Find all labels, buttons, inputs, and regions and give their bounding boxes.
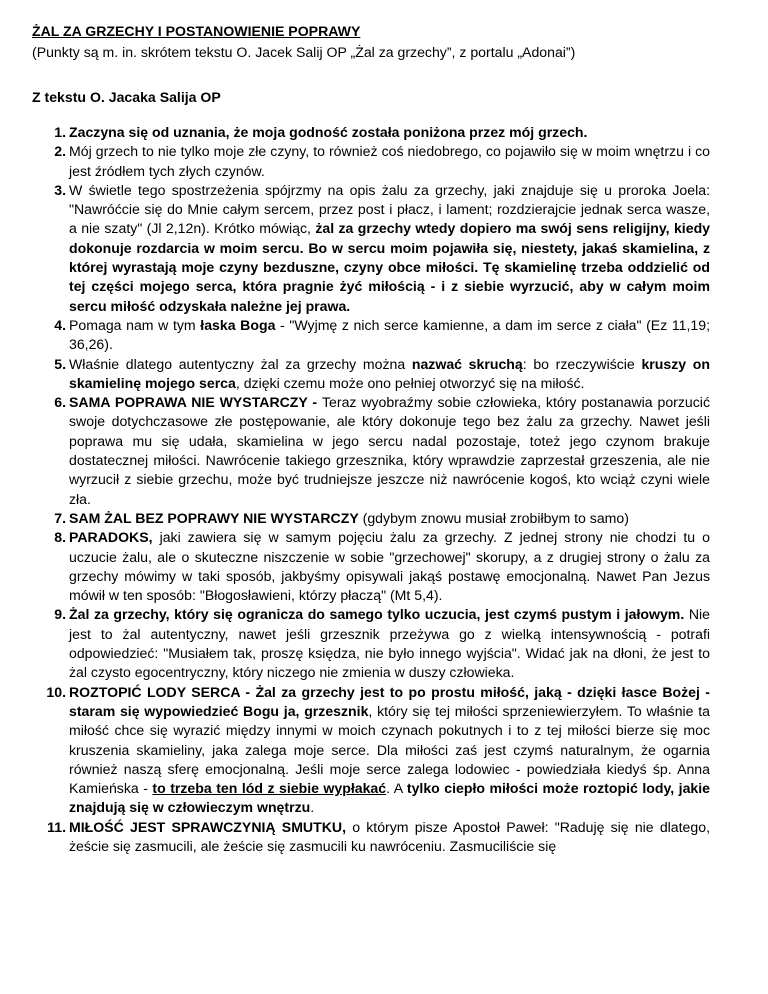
list-item: [32, 181, 710, 316]
text-segment: , który się tej miłości sprzeniewierzyłem. To właśnie ta miłość chce się wyrazić między innymi w moich czynach pokutnych i to z tej miłości bierze się moc kruszenia skamieliny, jaka zalega moje serce. Dla miłości zaś jest czymś naturalnym, że ogarnia również naszą sferę emocjonalną. Jeśli moje serce zalega lodowiec - powiedziała kiedyś śp. Anna Kamieńska -: [69, 702, 711, 797]
list-item: [32, 355, 710, 394]
document-title: ŻAL ZA GRZECHY I POSTANOWIENIE POPRAWY: [32, 23, 361, 39]
text-segment: o którym pisze Apostoł Paweł: "Raduję się nie dlatego, żeście się zasmucili, ale żeście się zasmucili ku nawróceniu. Zasmuciliście się: [69, 818, 710, 854]
bold-text: nazwać skruchą: [411, 355, 523, 372]
list-item: [32, 142, 710, 181]
list-item-number: 8.: [54, 529, 66, 546]
document-subtitle: (Punkty są m. in. skrótem tekstu O. Jacek Salij OP „Żal za grzechy”, z portalu „Adonai”): [32, 44, 576, 60]
text-segment: , dzięki czemu może ono pełniej otworzyć się na miłość.: [235, 374, 585, 391]
list-item: [32, 818, 710, 857]
list-item-number: 1.: [54, 124, 66, 140]
list-item-number: 4.: [54, 316, 66, 333]
text-segment: : bo rzeczywiście: [522, 355, 642, 372]
list-item: [32, 316, 710, 355]
bold-text: żal za grzechy wtedy dopiero ma swój sens religijny, kiedy dokonuje rozdarcia w moim sercu. Bo w sercu moim pojawiła się, niestety, jakaś skamielina, z której wyrastają moje czyny bezduszne, czyny obce miłości. Tę skamielinę trzeba oddzielić od tej części mojego serca, która pragnie żyć miłością - i z siebie wyrzucić, aby w całym moim sercu miłość odzyskała należne jej prawa.: [69, 220, 711, 314]
bold-text: Zaczyna się od uznania, że moja godność została poniżona przez mój grzech.: [69, 124, 588, 140]
text-segment: W świetle tego spostrzeżenia spójrzmy na opis żalu za grzechy, jaki znajduje się u proroka Joela: "Nawróćcie się do Mnie całym sercem, przez post i płacz, i lament; rozdzierajcie jednak serca wasze, a nie szaty" (Jl 2,12n). Krótko mówiąc,: [69, 181, 710, 237]
text-segment: (gdybym znowu musiał zrobiłbym to samo): [358, 509, 629, 526]
bold-text: SAMA POPRAWA NIE WYSTARCZY -: [69, 394, 322, 411]
list-item: [32, 605, 710, 682]
text-segment: Pomaga nam w tym: [69, 316, 201, 333]
list-item: [32, 528, 710, 605]
bold-text: MIŁOŚĆ JEST SPRAWCZYNIĄ SMUTKU,: [69, 818, 346, 835]
list-item-number: 3.: [54, 181, 66, 198]
list-item-number: 5.: [54, 355, 66, 372]
list-item-number: 11.: [47, 818, 66, 835]
list-item-number: 9.: [54, 606, 66, 623]
list-item-number: 2.: [54, 143, 66, 160]
bold-text: łaska Boga: [200, 316, 276, 333]
text-segment: Nie jest to żal autentyczny, nawet jeśli grzesznik przeżywa go z wielką intensywnością - potrafi odpowiedzieć: "Musiałem tak, proszę księdza, nie było innego wyjścia". Widać jak na dłoni, że jest to żal czysto egocentryczny, który niczego nie zmienia w duszy człowieka.: [69, 606, 710, 681]
list-item-number: 10.: [46, 683, 66, 700]
bold-text: SAM ŻAL BEZ POPRAWY NIE WYSTARCZY: [69, 509, 359, 526]
bold-text: ROZTOPIĆ LODY SERCA - Żal za grzechy jest to po prostu miłość, jaką - dzięki łasce Bożej - staram się wypowiedzieć Bogu ja, grzesznik: [69, 683, 710, 719]
list-item-number: 6.: [54, 394, 66, 411]
bold-text: to trzeba ten lód z siebie wypłakać: [152, 780, 387, 797]
list-item: [32, 393, 710, 509]
text-segment: . A: [386, 780, 407, 797]
list-item: [32, 509, 710, 528]
text-segment: Mój grzech to nie tylko moje złe czyny, to również coś niedobrego, co pojawiło się w moim wnętrzu i co jest źródłem tych złych czynów.: [69, 143, 710, 179]
text-segment: .: [310, 799, 315, 816]
list-item: [32, 123, 710, 142]
text-segment: Teraz wyobraźmy sobie człowieka, który postanawia porzucić swoje dotychczasowe złe postępowanie, ale który dokonuje tego bez żalu za grzechy. Nawet jeśli poprawa mu się udała, skamielina w jego sercu nadal pozostaje, toteż jego czynom brakuje dostatecznej miłości. Nawrócenie takiego grzesznika, który wprawdzie zaprzestał grzeszenia, ale nie wyrzucił z siebie grzechu, może być trudniejsze jeszcze niż nawrócenie kogoś, kto wciąż czyni wiele zła.: [69, 394, 710, 507]
bold-text: kruszy on skamielinę mojego serca: [69, 355, 711, 391]
bold-text: PARADOKS,: [69, 529, 153, 546]
text-segment: jaki zawiera się w samym pojęciu żalu za grzechy. Z jednej strony nie chodzi tu o uczucie żalu, ale o skuteczne niszczenie w sobie "grzechowej" skorupy, a z drugiej strony o żalu za grzechy mówimy w taki sposób, jakbyśmy opisywali jakąś postawę emocjonalną. Nawet Pan Jezus mówił w ten sposób: "Błogosławieni, którzy płaczą" (Mt 5,4).: [69, 529, 710, 604]
section-heading: Z tekstu O. Jacaka Salija OP: [32, 89, 221, 105]
bold-text: tylko ciepło miłości może roztopić lody, jakie znajdują się w człowieczym wnętrzu: [69, 780, 711, 816]
numbered-points-list: [32, 123, 710, 856]
list-item: [32, 683, 710, 818]
bold-text: Żal za grzechy, który się ogranicza do samego tylko uczucia, jest czymś pustym i jałowym.: [69, 606, 685, 623]
text-segment: Właśnie dlatego autentyczny żal za grzechy można: [69, 355, 412, 372]
list-item-number: 7.: [54, 509, 66, 526]
text-segment: - "Wyjmę z nich serce kamienne, a dam im serce z ciała" (Ez 11,19; 36,26).: [69, 316, 710, 353]
